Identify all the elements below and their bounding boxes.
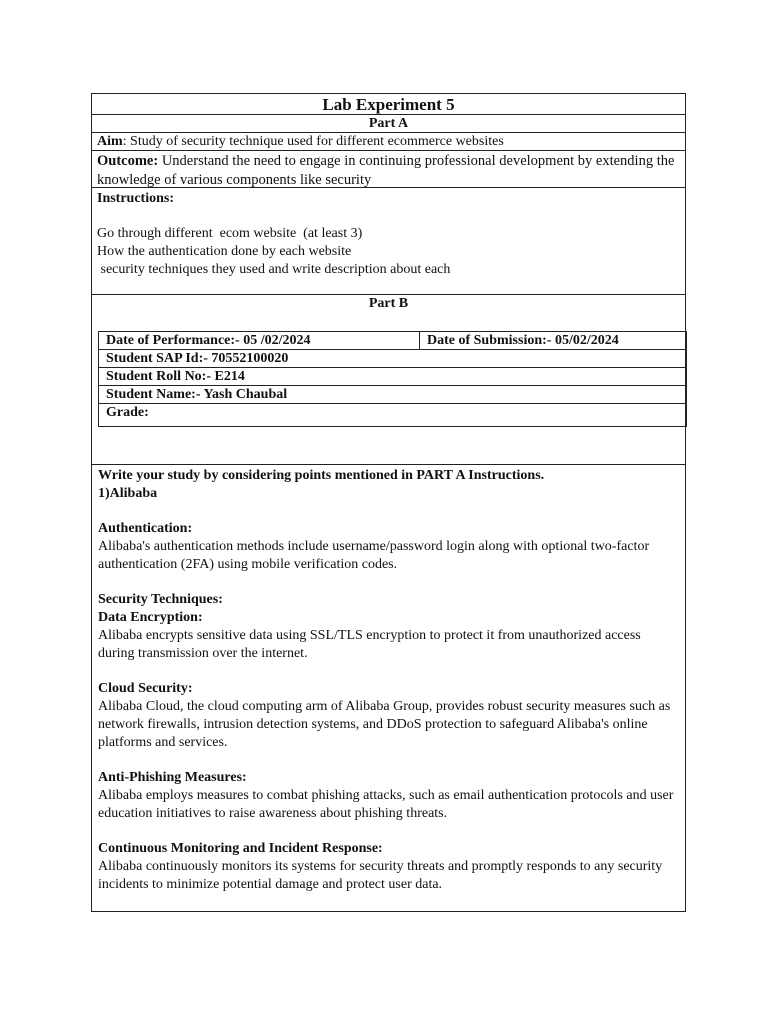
dates-row (99, 332, 686, 350)
instructions-label: Instructions: (97, 191, 175, 206)
lab-document (91, 93, 686, 912)
part-b-section (92, 295, 685, 465)
company-heading: 1)Alibaba (98, 486, 158, 501)
instructions-row (92, 188, 685, 295)
cloud-security-text: Alibaba Cloud, the cloud computing arm of Alibaba Group, provides robust security measures such as network firewalls, intrusion detection systems, and DDoS protection to safeguard Alibaba's online platforms and services. (98, 699, 671, 750)
cloud-security-heading: Cloud Security: (98, 681, 193, 696)
aim-label: Aim (97, 134, 123, 149)
aim-text: : Study of security technique used for different ecommerce websites (122, 134, 504, 149)
authentication-text: Alibaba's authentication methods include username/password login along with optional two-factor authentication (2FA) using mobile verification codes. (98, 539, 650, 572)
outcome-text: Understand the need to engage in continuing professional development by extending the knowledge of various components like security (97, 153, 675, 188)
student-name: Student Name:- Yash Chaubal (99, 386, 686, 404)
study-section (92, 465, 685, 911)
data-encryption-heading: Data Encryption: (98, 610, 203, 625)
outcome-label: Outcome: (97, 153, 159, 169)
date-of-performance: Date of Performance:- 05 /02/2024 (99, 332, 420, 349)
part-b-label: Part B (368, 296, 409, 311)
student-roll-no: Student Roll No:- E214 (99, 368, 686, 386)
document-title: Lab Experiment 5 (92, 94, 685, 115)
date-of-submission: Date of Submission:- 05/02/2024 (427, 333, 619, 348)
data-encryption-text: Alibaba encrypts sensitive data using SSL/TLS encryption to protect it from unauthorized access during transmission over the internet. (98, 628, 641, 661)
part-a-label: Part A (92, 115, 685, 133)
monitoring-text: Alibaba continuously monitors its systems for security threats and promptly responds to any security incidents to minimize potential damage and protect user data. (98, 859, 663, 892)
instruction-item: How the authentication done by each website (97, 244, 352, 259)
study-heading: Write your study by considering points mentioned in PART A Instructions. (98, 468, 545, 483)
instruction-item: Go through different ecom website (at least 3) (97, 226, 363, 241)
anti-phishing-text: Alibaba employs measures to combat phishing attacks, such as email authentication protocols and user education initiatives to raise awareness about phishing threats. (98, 788, 674, 821)
authentication-heading: Authentication: (98, 521, 193, 536)
aim-row (92, 133, 685, 151)
security-techniques-heading: Security Techniques: (98, 592, 223, 607)
grade-field: Grade: (106, 405, 149, 420)
monitoring-heading: Continuous Monitoring and Incident Response: (98, 841, 383, 856)
instruction-item: security techniques they used and write description about each (97, 262, 451, 277)
student-sap-id: Student SAP Id:- 70552100020 (99, 350, 686, 368)
student-info-table (98, 331, 687, 427)
outcome-row (92, 151, 685, 188)
anti-phishing-heading: Anti-Phishing Measures: (98, 770, 247, 785)
